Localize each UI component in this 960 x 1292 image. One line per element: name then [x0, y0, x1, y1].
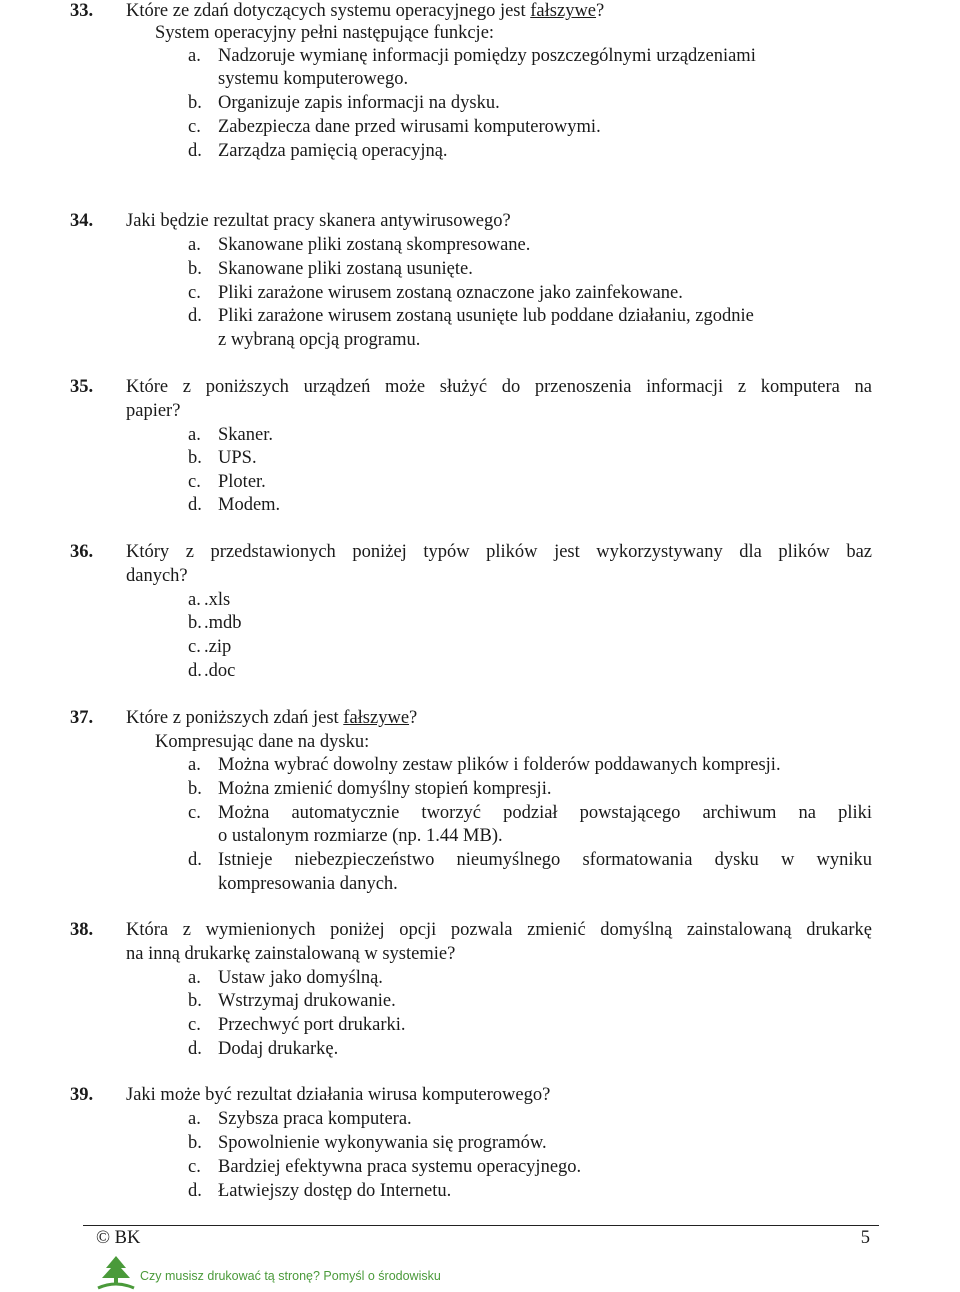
question-text: Które z poniższych urządzeń może służyć do przenoszenia informacji z komputera na — [126, 377, 872, 397]
option-label: c. — [188, 637, 201, 657]
option-text: Nadzoruje wymianę informacji pomiędzy poszczególnymi urządzeniami — [218, 46, 756, 66]
option-label: d. — [188, 850, 202, 870]
question-text-cont: danych? — [126, 566, 188, 586]
option-label: c. — [188, 1157, 201, 1177]
option-text: Można wybrać dowolny zestaw plików i folderów poddawanych kompresji. — [218, 755, 781, 775]
eco-message: Czy musisz drukować tą stronę? Pomyśl o środowisku — [140, 1269, 441, 1283]
tree-icon — [96, 1254, 136, 1290]
option-label: c. — [188, 283, 201, 303]
question-text: Które z poniższych zdań jest fałszywe? — [126, 708, 418, 728]
option-text: Ustaw jako domyślną. — [218, 968, 383, 988]
option-label: c. — [188, 117, 201, 137]
option-text-cont: systemu komputerowego. — [218, 69, 409, 89]
option-label: b. — [188, 259, 202, 279]
question-text: Które ze zdań dotyczących systemu operacyjnego jest fałszywe? — [126, 1, 605, 21]
option-text: Pliki zarażone wirusem zostaną oznaczone jako zainfekowane. — [218, 283, 683, 303]
option-text-cont: kompresowania danych. — [218, 874, 398, 894]
option-label: a. — [188, 425, 201, 445]
option-label: a. — [188, 235, 201, 255]
option-text: .doc — [204, 661, 236, 681]
footer-divider — [83, 1225, 879, 1226]
question-number: 39. — [70, 1085, 94, 1105]
option-text: Istnieje niebezpieczeństwo nieumyślnego sformatowania dysku w wyniku — [218, 850, 872, 870]
question-number: 33. — [70, 1, 94, 21]
option-label: c. — [188, 1015, 201, 1035]
option-label: a. — [188, 46, 201, 66]
option-label: d. — [188, 661, 202, 681]
question-text-cont: na inną drukarkę zainstalowaną w systemie? — [126, 944, 456, 964]
option-text: Wstrzymaj drukowanie. — [218, 991, 396, 1011]
option-label: b. — [188, 93, 202, 113]
question-number: 35. — [70, 377, 94, 397]
option-text-cont: o ustalonym rozmiarze (np. 1.44 MB). — [218, 826, 503, 846]
option-label: c. — [188, 472, 201, 492]
option-text: Przechwyć port drukarki. — [218, 1015, 406, 1035]
option-text: Bardziej efektywna praca systemu operacyjnego. — [218, 1157, 582, 1177]
option-text: Zabezpiecza dane przed wirusami komputerowymi. — [218, 117, 601, 137]
option-text: Ploter. — [218, 472, 266, 492]
option-text: Modem. — [218, 495, 281, 515]
footer-copyright: © BK — [96, 1228, 141, 1248]
question-intro: System operacyjny pełni następujące funkcje: — [155, 23, 495, 43]
option-label: b. — [188, 613, 202, 633]
option-label: d. — [188, 1181, 202, 1201]
option-label: b. — [188, 991, 202, 1011]
option-text: UPS. — [218, 448, 257, 468]
option-text: Spowolnienie wykonywania się programów. — [218, 1133, 547, 1153]
option-text: Skanowane pliki zostaną usunięte. — [218, 259, 473, 279]
question-text: Który z przedstawionych poniżej typów plików jest wykorzystywany dla plików baz — [126, 542, 872, 562]
option-text: Organizuje zapis informacji na dysku. — [218, 93, 500, 113]
option-label: d. — [188, 495, 202, 515]
option-text: .mdb — [204, 613, 242, 633]
page-number: 5 — [860, 1228, 870, 1248]
option-label: b. — [188, 448, 202, 468]
question-text-cont: papier? — [126, 401, 181, 421]
option-text: Skanowane pliki zostaną skompresowane. — [218, 235, 531, 255]
option-text: Szybsza praca komputera. — [218, 1109, 412, 1129]
question-number: 37. — [70, 708, 94, 728]
question-intro: Kompresując dane na dysku: — [155, 732, 370, 752]
option-label: a. — [188, 1109, 201, 1129]
question-text: Jaki będzie rezultat pracy skanera antywirusowego? — [126, 211, 511, 231]
question-number: 36. — [70, 542, 94, 562]
option-text-cont: z wybraną opcją programu. — [218, 330, 421, 350]
option-label: b. — [188, 779, 202, 799]
option-text: Łatwiejszy dostęp do Internetu. — [218, 1181, 452, 1201]
option-text: .zip — [204, 637, 232, 657]
option-text: Można zmienić domyślny stopień kompresji. — [218, 779, 552, 799]
option-text: Dodaj drukarkę. — [218, 1039, 339, 1059]
option-label: a. — [188, 968, 201, 988]
question-number: 38. — [70, 920, 94, 940]
option-label: c. — [188, 803, 201, 823]
option-text: Można automatycznie tworzyć podział powstającego archiwum na pliki — [218, 803, 872, 823]
question-number: 34. — [70, 211, 94, 231]
option-label: d. — [188, 306, 202, 326]
option-text: Zarządza pamięcią operacyjną. — [218, 141, 448, 161]
option-label: a. — [188, 755, 201, 775]
option-label: d. — [188, 1039, 202, 1059]
option-label: a. — [188, 590, 201, 610]
option-text: .xls — [204, 590, 231, 610]
option-text: Skaner. — [218, 425, 273, 445]
option-label: b. — [188, 1133, 202, 1153]
option-text: Pliki zarażone wirusem zostaną usunięte lub poddane działaniu, zgodnie — [218, 306, 754, 326]
question-text: Jaki może być rezultat działania wirusa komputerowego? — [126, 1085, 551, 1105]
question-text: Która z wymienionych poniżej opcji pozwala zmienić domyślną zainstalowaną drukarkę — [126, 920, 872, 940]
option-label: d. — [188, 141, 202, 161]
